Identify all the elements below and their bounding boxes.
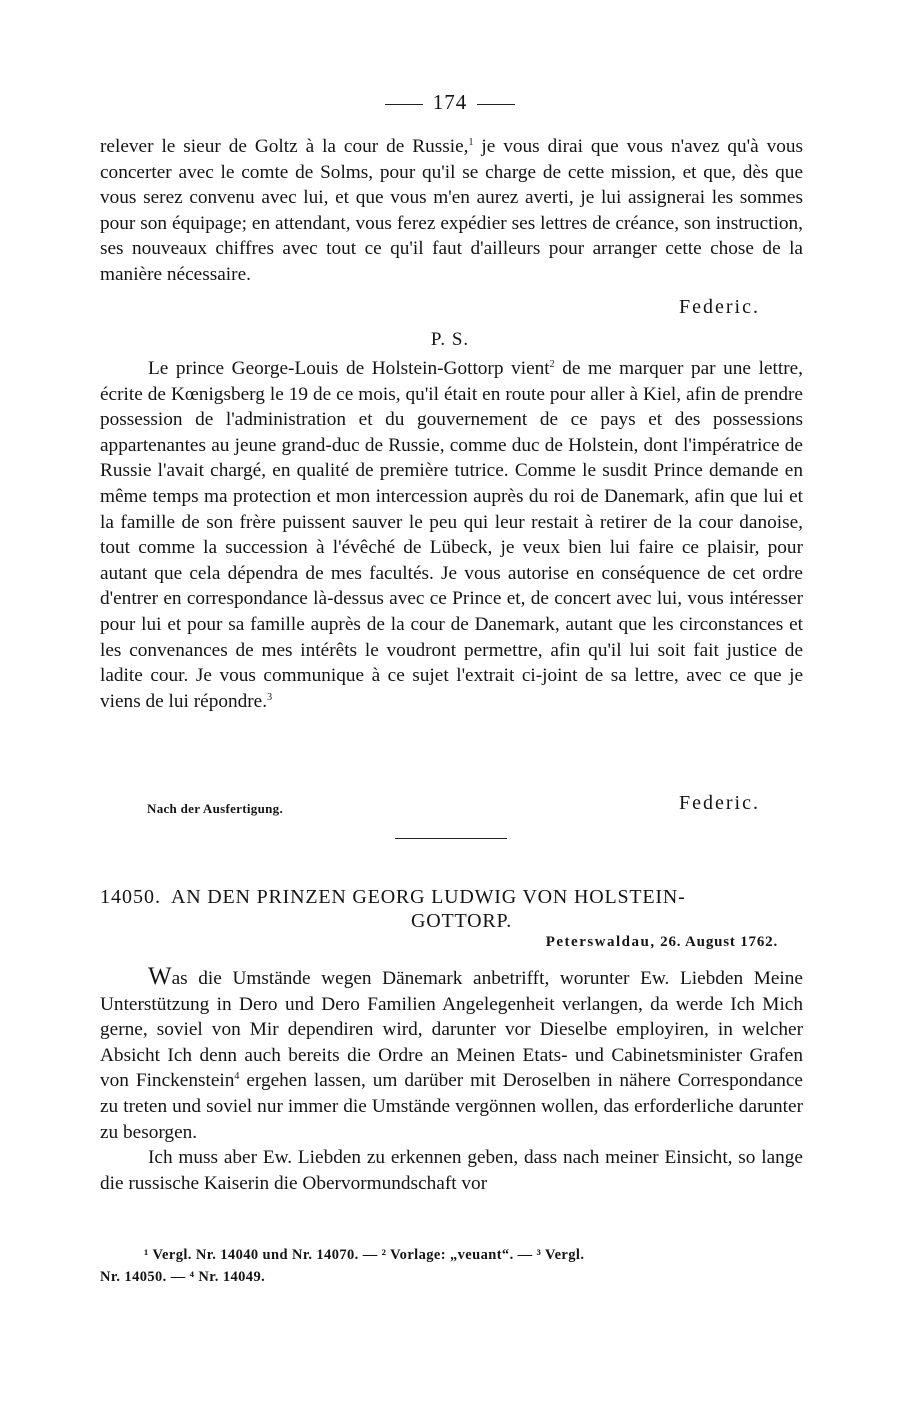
source-note: Nach der Ausfertigung. — [147, 801, 284, 816]
dropcap-letter: W — [148, 963, 172, 990]
continuation-text-a: relever le sieur de Goltz à la cour de Russie, — [100, 136, 469, 157]
section-divider — [395, 838, 507, 839]
signature-1: Federic. — [679, 296, 760, 318]
document-title-line-2: GOTTORP. — [410, 910, 513, 932]
continuation-text — [100, 134, 803, 288]
letter-paragraph-1 — [100, 964, 803, 1145]
letter-paragraph-1-b: ergehen lassen, um darüber mit Deroselben in nähere Correspondance zu treten und soviel nur immer die Umstände vergönnen wollen, das erforderliche darunter zu besorgen. — [100, 1070, 803, 1143]
dateline-place: Peterswaldau, — [545, 934, 656, 950]
right-dash — [477, 104, 515, 105]
continuation-paragraph — [100, 134, 803, 288]
footnote-marker-2: 2 — [549, 359, 555, 370]
continuation-text-b: je vous dirai que vous n'avez qu'à vous concerter avec le comte de Solms, pour qu'il se charge de cette mission, et que, dès que vous serez convenu avec lui, et que vous m'en aurez averti, je lui assignerai les sommes pour son équipage; en attendant, vous ferez expédier ses lettres de créance, son instruction, ses nouveaux chiffres avec tout ce qu'il faut d'ailleurs pour arranger cette chose de la manière nécessaire. — [100, 136, 803, 285]
page-number-line — [0, 90, 900, 115]
dateline — [546, 934, 778, 951]
postscript-paragraph — [100, 356, 803, 714]
left-dash — [385, 104, 423, 105]
document-title-line-1: AN DEN PRINZEN GEORG LUDWIG VON HOLSTEIN- — [171, 886, 686, 908]
page-number: 174 — [432, 90, 468, 114]
postscript-text — [100, 356, 803, 714]
footnote-line-1: ¹ Vergl. Nr. 14040 und Nr. 14070. — ² Vorlage: „veuant“. — ³ Vergl. — [144, 1247, 585, 1263]
document-heading — [100, 885, 803, 933]
dateline-date: 26. August 1762. — [655, 934, 778, 950]
footnote-marker-4: 4 — [234, 1071, 240, 1083]
letter-body — [100, 964, 803, 1196]
postscript-text-b: de me marquer par une lettre, écrite de Kœnigsberg le 19 de ce mois, qu'il était en route pour aller à Kiel, afin de prendre possession de l'administration et du gouvernement de ce pays et des possessions appartenantes au jeune grand-duc de Russie, comme duc de Holstein, dont l'impératrice de Russie l'avait chargé, en qualité de première tutrice. Comme le susdit Prince demande en même temps ma protection et mon intercession auprès du roi de Danemark, afin que lui et la famille de son frère puissent sauver le peu qui leur restait à retirer de la cour danoise, tout comme la succession à l'évêché de Lübeck, je veux bien lui faire ce plaisir, pour autant que cela dépendra de mes facultés. Je vous autorise en conséquence de cet ordre d'entrer en correspondance là-dessus avec ce Prince et, de concert avec lui, vous intéresser pour lui et pour sa famille auprès de la cour de Danemark, autant que les circonstances et les convenances de mes intérêts le voudront permettre, afin qu'il lui soit fait justice de ladite cour. Je vous communique à ce sujet l'extrait ci-joint de sa lettre, avec ce que je viens de lui répondre. — [100, 358, 803, 712]
letter-paragraph-1-a: as die Umstände wegen Dänemark anbetrifft, worunter Ew. Liebden Meine Unterstützung in Dero und Dero Familien Angelegenheit verlangen, da werde Ich Mich gerne, soviel von Mir dependiren wird, darunter vor Dieselbe employiren, in welcher Absicht Ich denn auch bereits die Ordre an Meinen Etats- und Cabinetsminister Grafen von Finckenstein — [100, 968, 803, 1092]
signature-2: Federic. — [679, 792, 760, 814]
footnote-line-2: Nr. 14050. — ⁴ Nr. 14049. — [100, 1269, 266, 1285]
document-number: 14050. — [100, 886, 161, 908]
footnote-marker-3: 3 — [267, 691, 273, 703]
postscript-heading: P. S. — [430, 329, 470, 350]
footnotes — [100, 1244, 803, 1288]
letter-paragraph-2: Ich muss aber Ew. Liebden zu erkennen geben, dass nach meiner Einsicht, so lange die russische Kaiserin die Obervormundschaft vor — [100, 1147, 803, 1194]
postscript-text-a: Le prince George-Louis de Holstein-Gottorp vient — [148, 358, 550, 379]
footnote-marker-1: 1 — [468, 137, 474, 148]
